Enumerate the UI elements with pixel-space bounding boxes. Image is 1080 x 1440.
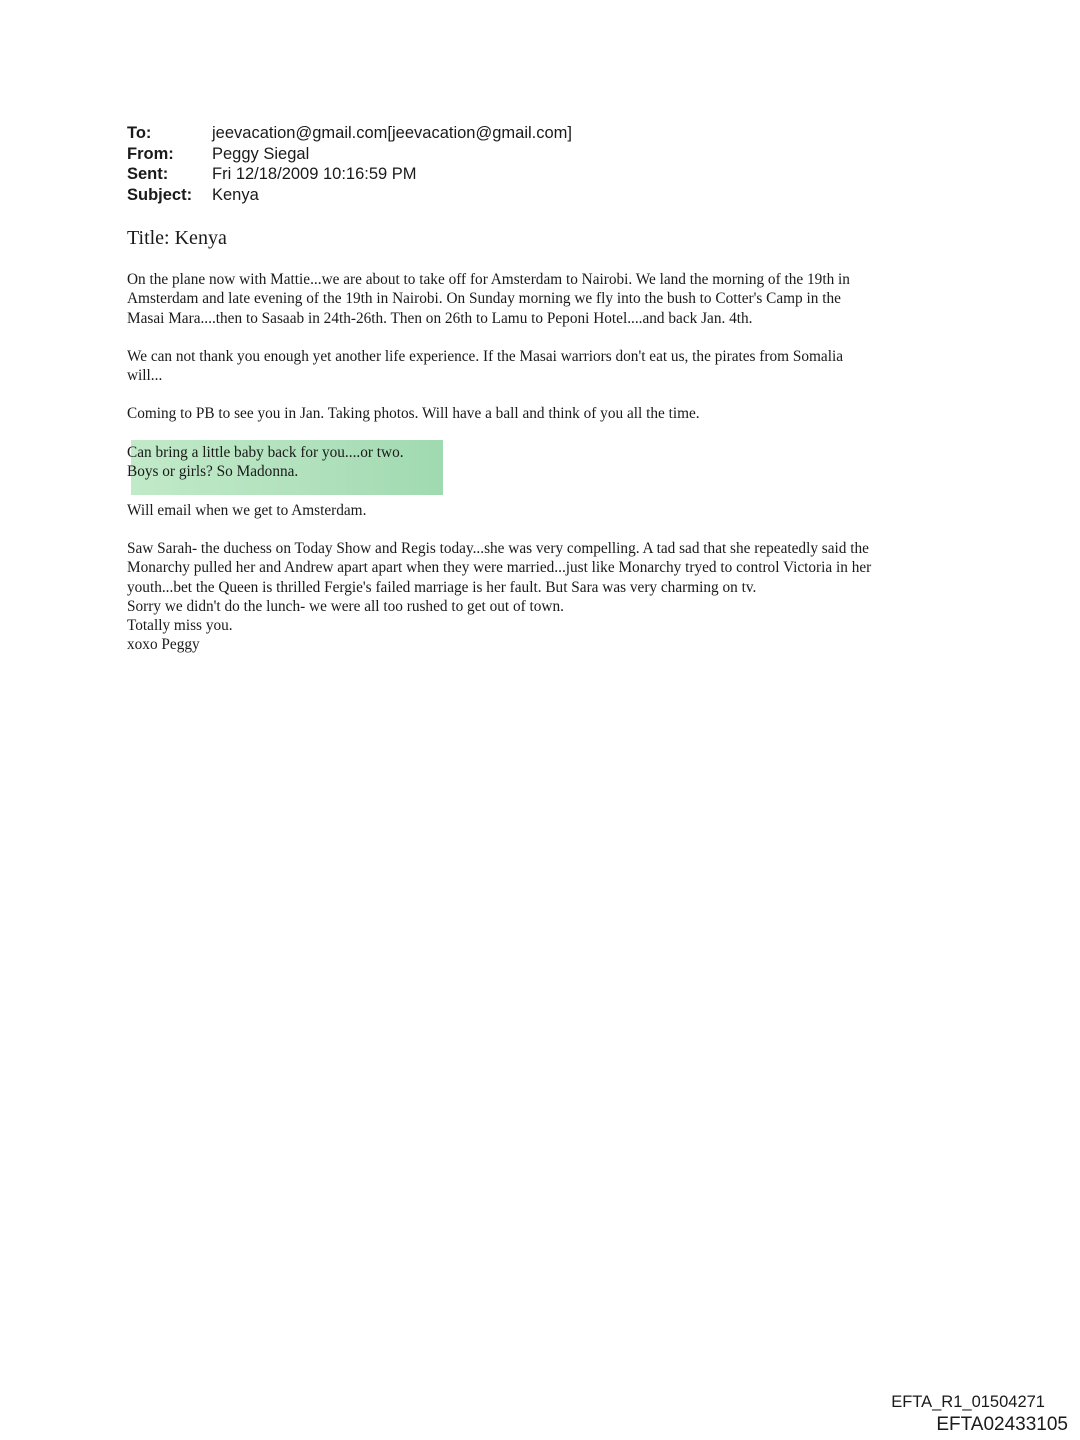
footer-document-id-1: EFTA_R1_01504271 bbox=[891, 1393, 1045, 1411]
sent-value: Fri 12/18/2009 10:16:59 PM bbox=[212, 165, 417, 183]
signature-line: xoxo Peggy bbox=[127, 636, 200, 654]
paragraph-highlighted bbox=[127, 443, 967, 482]
subject-value: Kenya bbox=[212, 185, 259, 204]
header-from-row bbox=[127, 144, 572, 165]
paragraph-closing bbox=[127, 539, 967, 655]
to-value: jeevacation@gmail.com[jeevacation@gmail.com] bbox=[212, 124, 572, 142]
paragraph-travel-plans bbox=[127, 270, 967, 328]
from-label: From: bbox=[127, 144, 174, 163]
email-header bbox=[127, 123, 572, 205]
paragraph-line: We can not thank you enough yet another life experience. If the Masai warriors don't eat us, the pirates from Somalia bbox=[127, 348, 843, 365]
paragraph-line: Will email when we get to Amsterdam. bbox=[127, 502, 367, 519]
paragraph-line: Can bring a little baby back for you....or two. bbox=[127, 444, 404, 461]
subject-label: Subject: bbox=[127, 185, 193, 204]
from-value: Peggy Siegal bbox=[212, 144, 310, 163]
paragraph-line: Coming to PB to see you in Jan. Taking photos. Will have a ball and think of you all the time. bbox=[127, 405, 700, 422]
paragraph-coming-to-pb bbox=[127, 404, 967, 423]
paragraph-line: will... bbox=[127, 367, 163, 385]
sent-label: Sent: bbox=[127, 165, 169, 183]
paragraph-line: Amsterdam and late evening of the 19th in Nairobi. On Sunday morning we fly into the bush to Cotter's Camp in the bbox=[127, 290, 841, 308]
paragraph-line: Sorry we didn't do the lunch- we were all too rushed to get out of town. bbox=[127, 597, 564, 615]
paragraph-line: On the plane now with Mattie...we are about to take off for Amsterdam to Nairobi. We land the morning of the 19th in bbox=[127, 271, 850, 288]
header-sent-row bbox=[127, 164, 572, 185]
header-to-row bbox=[127, 123, 572, 144]
paragraph-line: Monarchy pulled her and Andrew apart apart when they were married...just like Monarchy tryed to control Victoria in her bbox=[127, 559, 872, 577]
paragraph-line: youth...bet the Queen is thrilled Fergie's failed marriage is her fault. But Sara was very charming on tv. bbox=[127, 578, 757, 596]
header-subject-row bbox=[127, 185, 572, 206]
paragraph-line: Boys or girls? So Madonna. bbox=[127, 463, 299, 481]
paragraph-line: Saw Sarah- the duchess on Today Show and Regis today...she was very compelling. A tad sad that she repeatedly said the bbox=[127, 540, 869, 557]
paragraph-line: Masai Mara....then to Sasaab in 24th-26th. Then on 26th to Lamu to Peponi Hotel....and back Jan. 4th. bbox=[127, 309, 753, 327]
to-label: To: bbox=[127, 124, 152, 142]
footer-document-id-2: EFTA02433105 bbox=[936, 1414, 1068, 1435]
paragraph-thanks bbox=[127, 347, 967, 386]
paragraph-will-email bbox=[127, 501, 967, 520]
document-title: Title: Kenya bbox=[127, 227, 227, 249]
paragraph-line: Totally miss you. bbox=[127, 617, 233, 635]
